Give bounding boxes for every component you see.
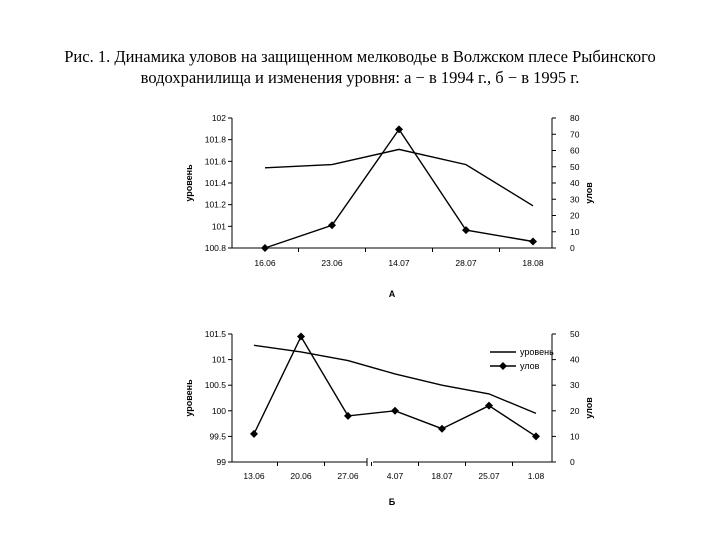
catch-data-point — [529, 238, 537, 246]
left-tick-label: 101.2 — [204, 199, 226, 210]
left-tick-label: 100.8 — [204, 243, 226, 253]
left-tick-label: 101.4 — [204, 178, 226, 188]
right-tick-label: 80 — [570, 113, 580, 123]
left-tick-label: 100 — [211, 405, 226, 416]
legend-marker — [499, 362, 507, 370]
left-tick-label: 101.6 — [204, 156, 226, 167]
right-tick-label: 40 — [570, 354, 580, 365]
catch-data-point — [438, 425, 446, 433]
y2-axis-title: улов — [584, 397, 594, 419]
caption-line-2: водохранилища и изменения уровня: а − в 1994 г., б − в 1995 г. — [140, 68, 580, 87]
right-tick-label: 10 — [570, 226, 580, 237]
legend-entry: уровень — [520, 347, 554, 357]
left-tick-label: 101 — [211, 221, 226, 232]
y-axis-title: уровень — [184, 379, 194, 417]
x-tick-label: 28.07 — [455, 258, 477, 268]
right-tick-label: 30 — [570, 380, 580, 391]
right-tick-label: 40 — [570, 178, 580, 188]
y-axis-title: уровень — [184, 164, 194, 202]
chart-b — [184, 329, 594, 507]
catch-data-point — [261, 244, 269, 252]
x-tick-label: 18.08 — [522, 258, 544, 268]
catch-data-point — [462, 226, 470, 234]
right-tick-label: 20 — [570, 210, 580, 221]
series-line-catch — [265, 129, 533, 248]
x-tick-label: 16.06 — [254, 258, 276, 268]
right-tick-label: 10 — [570, 431, 580, 442]
x-tick-label: 27.06 — [337, 471, 359, 481]
right-tick-label: 60 — [570, 145, 580, 156]
x-tick-label: 23.06 — [321, 258, 343, 268]
left-tick-label: 99 — [216, 457, 226, 467]
x-tick-label: 13.06 — [243, 471, 265, 481]
chart-a — [184, 113, 594, 299]
right-tick-label: 0 — [570, 457, 575, 467]
left-tick-label: 102 — [211, 113, 226, 123]
right-tick-label: 50 — [570, 161, 580, 172]
catch-data-point — [297, 333, 305, 341]
right-tick-label: 50 — [570, 329, 580, 339]
left-tick-label: 101.8 — [204, 134, 226, 145]
x-tick-label: 4.07 — [386, 471, 404, 481]
x-tick-label: 20.06 — [290, 471, 312, 481]
catch-data-point — [485, 402, 493, 410]
x-tick-label: 18.07 — [431, 471, 453, 481]
left-tick-label: 101 — [211, 354, 226, 365]
caption-line-1: Рис. 1. Динамика уловов на защищенном мелководье в Волжском плесе Рыбинского — [64, 47, 656, 66]
x-tick-label: 14.07 — [388, 258, 410, 268]
right-tick-label: 20 — [570, 405, 580, 416]
right-tick-label: 30 — [570, 194, 580, 205]
x-tick-label: 25.07 — [478, 471, 500, 481]
legend-entry: улов — [520, 361, 540, 371]
left-tick-label: 101.5 — [204, 329, 226, 339]
series-line-level — [265, 149, 533, 205]
x-tick-label: 1.08 — [527, 471, 545, 481]
catch-data-point — [344, 412, 352, 420]
series-line-level — [254, 345, 536, 413]
left-tick-label: 99.5 — [209, 431, 226, 442]
catch-data-point — [250, 430, 258, 438]
right-tick-label: 70 — [570, 129, 580, 140]
catch-data-point — [395, 125, 403, 133]
panel-letter: Б — [388, 497, 396, 507]
panel-letter: А — [388, 289, 396, 299]
left-tick-label: 100.5 — [204, 380, 226, 391]
catch-data-point — [532, 432, 540, 440]
right-tick-label: 0 — [570, 243, 575, 253]
y2-axis-title: улов — [584, 182, 594, 204]
catch-data-point — [391, 407, 399, 415]
